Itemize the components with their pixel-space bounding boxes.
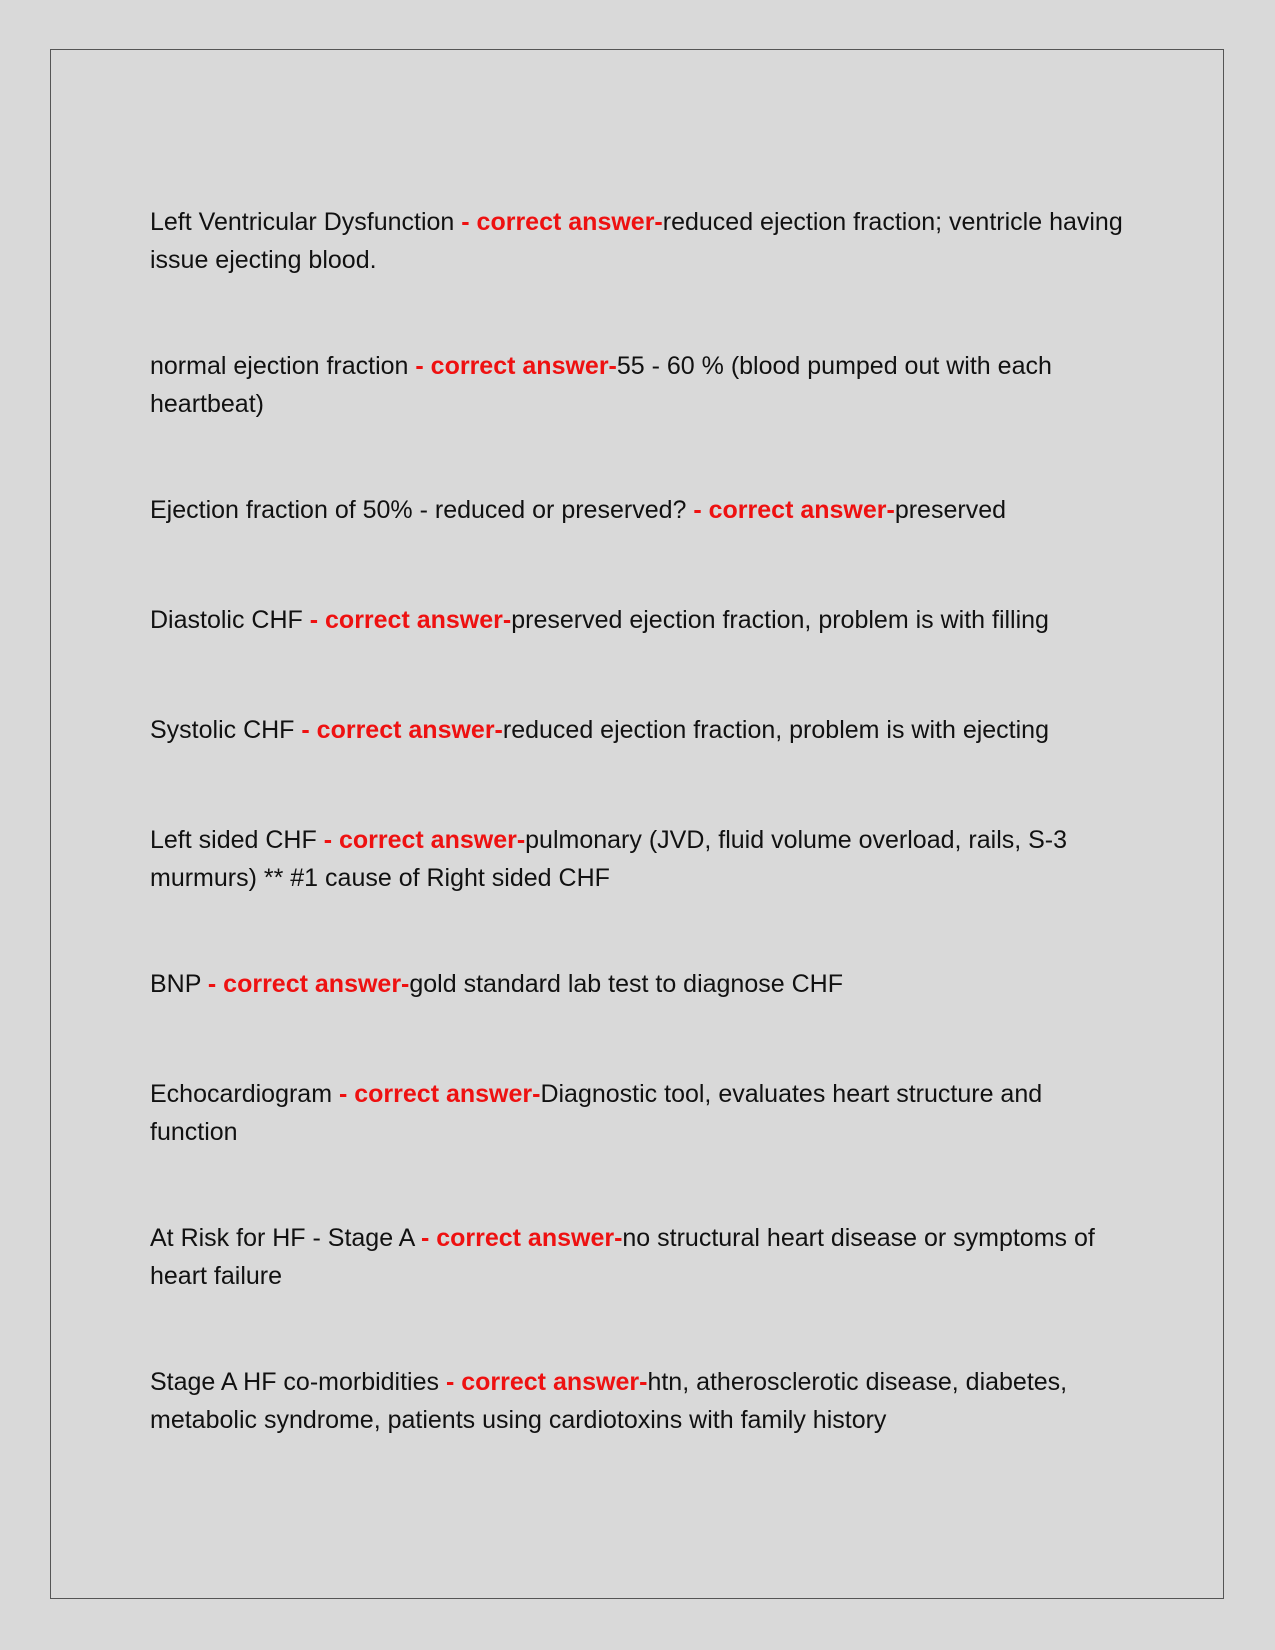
answer-marker: - correct answer- <box>309 606 512 634</box>
entry-term: Diastolic CHF <box>150 606 310 634</box>
flashcard-entry <box>150 347 1130 423</box>
answer-marker: - correct answer- <box>338 1080 541 1108</box>
entry-answer: Diagnostic tool, evaluates heart structure and function <box>150 1080 1043 1146</box>
flashcard-entry <box>150 1075 1130 1151</box>
answer-marker: - correct answer- <box>207 970 410 998</box>
entry-answer: gold standard lab test to diagnose CHF <box>409 970 843 998</box>
entry-answer: preserved <box>894 496 1006 524</box>
entry-term: At Risk for HF - Stage A <box>150 1224 421 1252</box>
entry-term: Systolic CHF <box>150 716 302 744</box>
answer-marker: - correct answer- <box>693 496 895 524</box>
answer-marker: - correct answer- <box>415 352 617 380</box>
answer-marker: - correct answer- <box>461 208 663 236</box>
entry-answer: reduced ejection fraction; ventricle having issue ejecting blood. <box>150 208 1123 274</box>
entry-answer: htn, atherosclerotic disease, diabetes, metabolic syndrome, patients using cardiotoxins with family history <box>150 1368 1068 1434</box>
entry-term: normal ejection fraction <box>150 352 416 380</box>
flashcard-entry <box>150 821 1130 897</box>
entry-answer: preserved ejection fraction, problem is with filling <box>511 606 1049 634</box>
entry-answer: 55 - 60 % (blood pumped out with each heartbeat) <box>150 352 1052 418</box>
flashcard-entry <box>150 601 1130 639</box>
flashcard-entry <box>150 1219 1130 1295</box>
entry-term: Left Ventricular Dysfunction <box>150 208 462 236</box>
flashcard-list <box>150 203 1130 1439</box>
flashcard-entry <box>150 965 1130 1003</box>
entry-term: Stage A HF co-morbidities <box>150 1368 446 1396</box>
flashcard-entry <box>150 1363 1130 1439</box>
flashcard-entry <box>150 203 1130 279</box>
answer-marker: - correct answer- <box>323 826 526 854</box>
entry-term: Ejection fraction of 50% - reduced or preserved? <box>150 496 694 524</box>
flashcard-entry <box>150 711 1130 749</box>
answer-marker: - correct answer- <box>420 1224 623 1252</box>
entry-answer: pulmonary (JVD, fluid volume overload, rails, S-3 murmurs) ** #1 cause of Right sided CHF <box>150 826 1068 892</box>
flashcard-entry <box>150 491 1130 529</box>
answer-marker: - correct answer- <box>445 1368 648 1396</box>
entry-answer: reduced ejection fraction, problem is with ejecting <box>502 716 1049 744</box>
entry-term: Left sided CHF <box>150 826 324 854</box>
entry-answer: no structural heart disease or symptoms of heart failure <box>150 1224 1095 1290</box>
answer-marker: - correct answer- <box>301 716 503 744</box>
entry-term: Echocardiogram <box>150 1080 339 1108</box>
entry-term: BNP <box>150 970 208 998</box>
